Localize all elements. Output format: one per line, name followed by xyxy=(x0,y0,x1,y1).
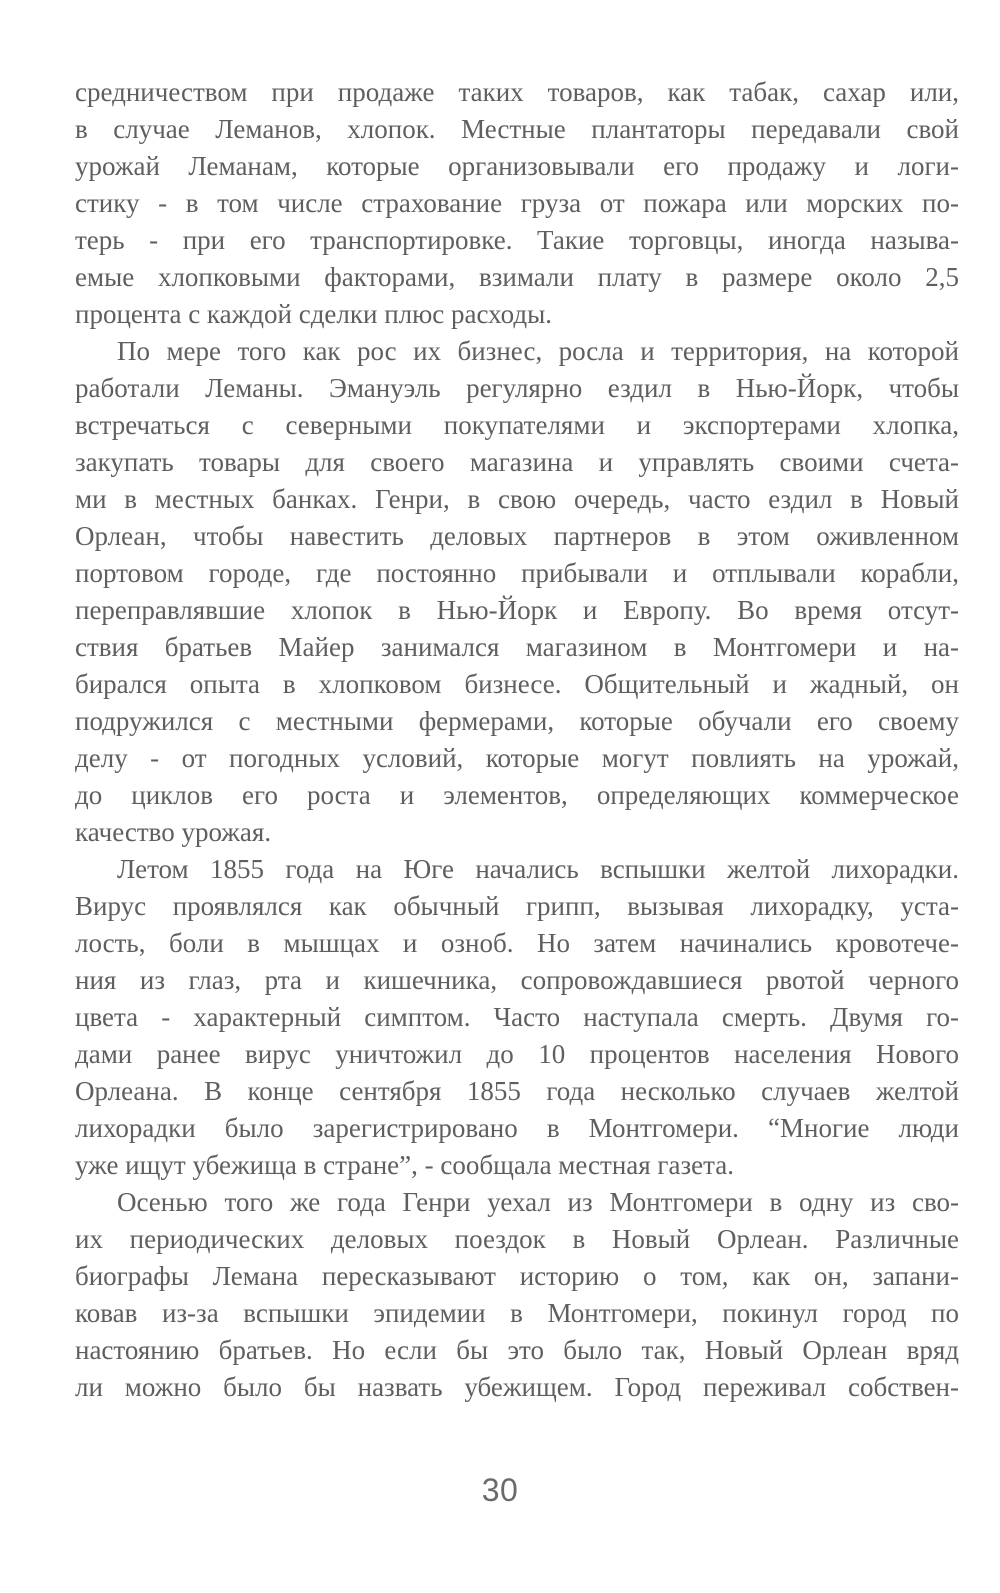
text-line: цвета - характерный симптом. Часто наступала смерть. Двумя го- xyxy=(75,1002,959,1032)
text-line: Летом 1855 года на Юге начались вспышки желтой лихорадки. xyxy=(117,854,959,884)
text-line: качество урожая. xyxy=(75,817,272,847)
body-text xyxy=(75,74,959,1406)
text-line: настоянию братьев. Но если бы это было так, Новый Орлеан вряд xyxy=(75,1335,959,1365)
text-line: стику - в том числе страхование груза от пожара или морских по- xyxy=(75,188,959,218)
text-line: терь - при его транспортировке. Такие торговцы, иногда называ- xyxy=(75,225,959,255)
text-line: портовом городе, где постоянно прибывали и отплывали корабли, xyxy=(75,558,959,588)
text-line: переправлявшие хлопок в Нью-Йорк и Европу. Во время отсут- xyxy=(75,595,959,625)
text-line: закупать товары для своего магазина и управлять своими счета- xyxy=(75,447,959,477)
text-line: Осенью того же года Генри уехал из Монтгомери в одну из сво- xyxy=(117,1187,959,1217)
text-line: По мере того как рос их бизнес, росла и территория, на которой xyxy=(117,336,959,366)
text-line: средничеством при продаже таких товаров, как табак, сахар или, xyxy=(75,77,959,107)
text-line: лость, боли в мышцах и озноб. Но затем начинались кровотече- xyxy=(75,928,959,958)
text-line: дами ранее вирус уничтожил до 10 процентов населения Нового xyxy=(75,1039,959,1069)
text-line: ли можно было бы назвать убежищем. Город переживал собствен- xyxy=(75,1372,959,1402)
text-line: лихорадки было зарегистрировано в Монтгомери. “Многие люди xyxy=(75,1113,959,1143)
text-line: встречаться с северными покупателями и экспортерами хлопка, xyxy=(75,410,959,440)
text-line: Вирус проявлялся как обычный грипп, вызывая лихорадку, уста- xyxy=(75,891,959,921)
text-line: подружился с местными фермерами, которые обучали его своему xyxy=(75,706,959,736)
text-line: биографы Лемана пересказывают историю о том, как он, запани- xyxy=(75,1261,959,1291)
text-line: работали Леманы. Эмануэль регулярно ездил в Нью-Йорк, чтобы xyxy=(75,373,959,403)
text-line: уже ищут убежища в стране”, - сообщала местная газета. xyxy=(75,1150,734,1180)
text-line: до циклов его роста и элементов, определяющих коммерческое xyxy=(75,780,959,810)
text-line: Орлеана. В конце сентября 1855 года несколько случаев желтой xyxy=(75,1076,959,1106)
text-line: Орлеан, чтобы навестить деловых партнеров в этом оживленном xyxy=(75,521,959,551)
text-line: ковав из-за вспышки эпидемии в Монтгомери, покинул город по xyxy=(75,1298,959,1328)
text-line: процента с каждой сделки плюс расходы. xyxy=(75,299,552,329)
page-number: 30 xyxy=(481,1472,519,1508)
text-line: урожай Леманам, которые организовывали его продажу и логи- xyxy=(75,151,959,181)
text-line: емые хлопковыми факторами, взимали плату в размере около 2,5 xyxy=(75,262,959,292)
text-line: их периодических деловых поездок в Новый Орлеан. Различные xyxy=(75,1224,959,1254)
text-line: в случае Леманов, хлопок. Местные плантаторы передавали свой xyxy=(75,114,959,144)
text-line: ния из глаз, рта и кишечника, сопровождавшиеся рвотой черного xyxy=(75,965,959,995)
text-line: бирался опыта в хлопковом бизнесе. Общительный и жадный, он xyxy=(75,669,959,699)
text-line: ствия братьев Майер занимался магазином в Монтгомери и на- xyxy=(75,632,959,662)
text-line: ми в местных банках. Генри, в свою очередь, часто ездил в Новый xyxy=(75,484,959,514)
text-line: делу - от погодных условий, которые могут повлиять на урожай, xyxy=(75,743,959,773)
